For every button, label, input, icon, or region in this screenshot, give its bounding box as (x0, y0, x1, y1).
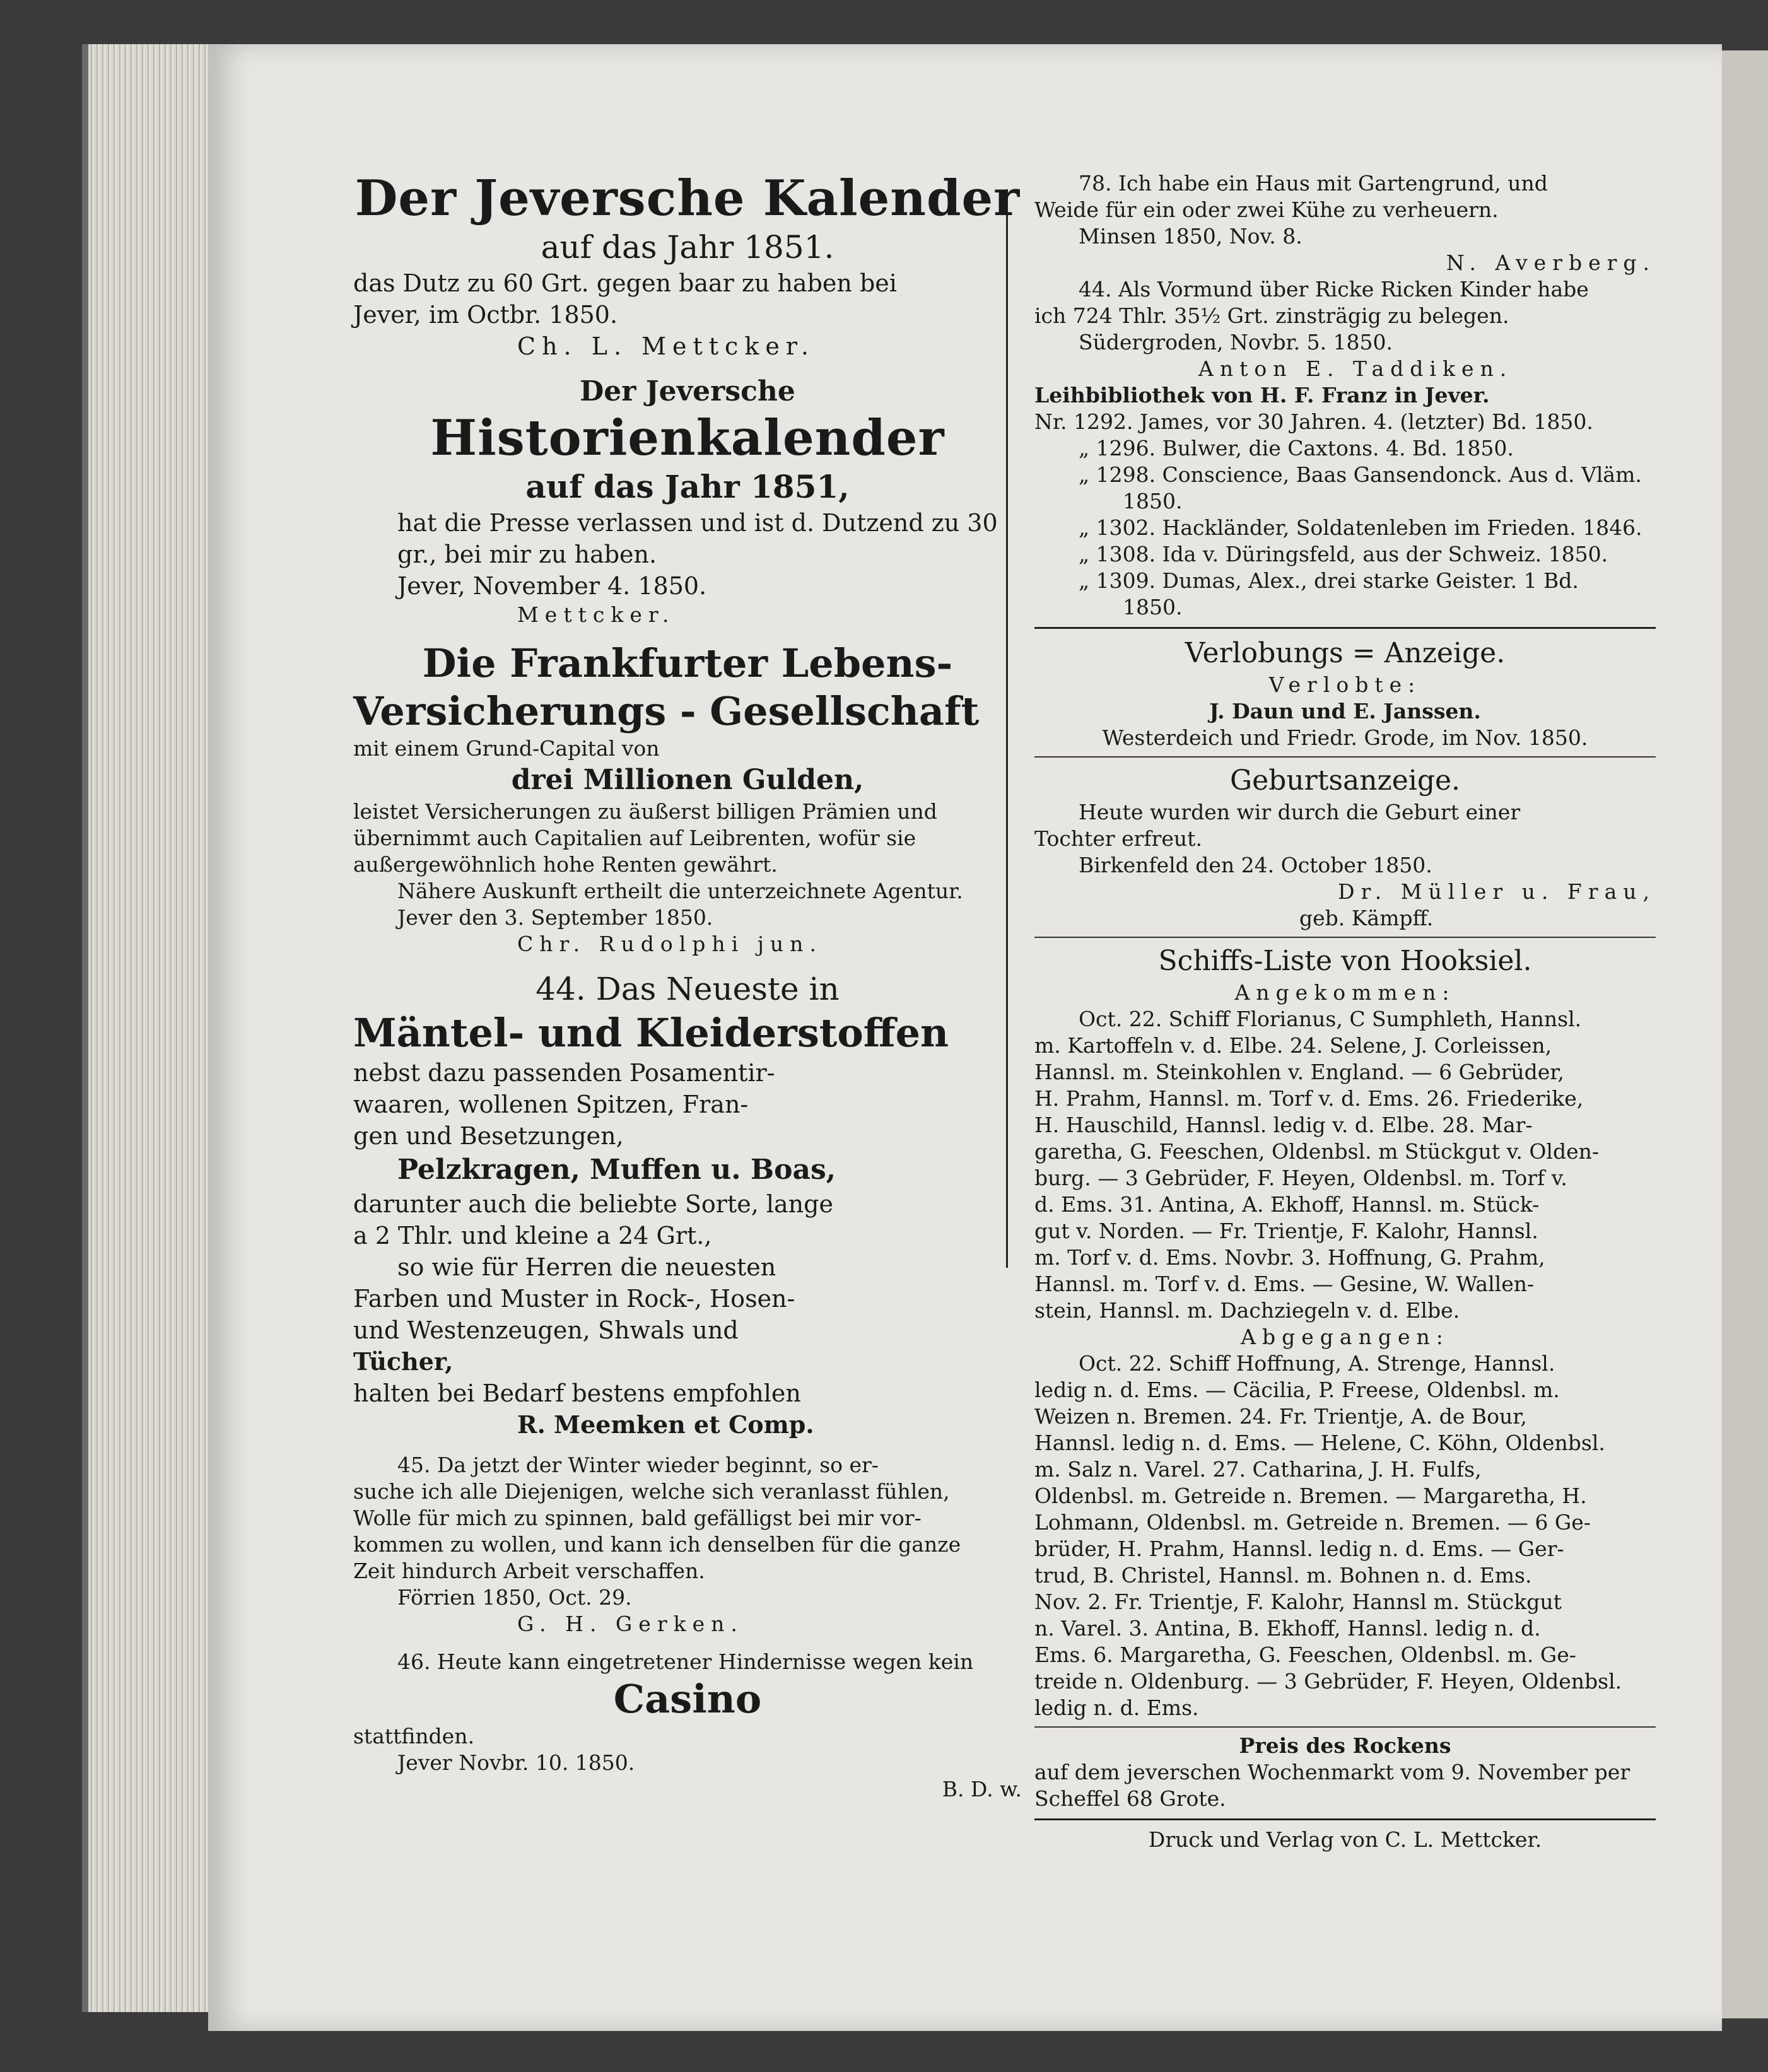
kalender-text-1: das Dutz zu 60 Grt. gegen baar zu haben bei (353, 269, 897, 297)
neueste-line-4: Pelzkragen, Muffen u. Boas, (397, 1154, 836, 1186)
frankfurter-text-4: Nähere Auskunft ertheilt die unterzeichnete Agentur. (397, 879, 963, 903)
geburt-line-2: Tochter erfreut. (1034, 826, 1202, 851)
vormund-line-3: Südergroden, Novbr. 5. 1850. (1079, 330, 1393, 354)
schiffs-abg-line-2: ledig n. d. Ems. — Cäcilia, P. Freese, Oldenbsl. m. (1034, 1378, 1560, 1402)
schiffs-abgegangen: Abgegangen: (1241, 1325, 1449, 1349)
historien-signature: Mettcker. (517, 602, 676, 627)
section-rule (1034, 1818, 1656, 1820)
casino-signature: B. D. w. (942, 1777, 1022, 1801)
section-rule (1034, 1726, 1656, 1728)
neueste-line-10: Tücher, (353, 1347, 454, 1376)
preis-title: Preis des Rockens (1239, 1733, 1451, 1758)
winter-line-1: 45. Da jetzt der Winter wieder beginnt, so er- (397, 1453, 879, 1477)
kalender-signature: Ch. L. Mettcker. (517, 332, 815, 360)
schiffs-abg-line-10: Nov. 2. Fr. Trientje, F. Kalohr, Hannsl m. Stückgut (1034, 1589, 1562, 1614)
schiffs-ank-line-1: Oct. 22. Schiff Florianus, C Sumphleth, Hannsl. (1079, 1007, 1582, 1031)
schiffs-ank-line-11: Hannsl. m. Torf v. d. Ems. — Gesine, W. Wallen- (1034, 1272, 1535, 1296)
neueste-line-2: waaren, wollenen Spitzen, Fran- (353, 1091, 749, 1118)
schiffs-ank-line-10: m. Torf v. d. Ems. Novbr. 3. Hoffnung, G. Prahm, (1034, 1245, 1545, 1270)
casino-ad (353, 1649, 1022, 1803)
winter-signature: G. H. Gerken. (517, 1612, 744, 1636)
kalender-title: Der Jeversche Kalender (354, 170, 1021, 227)
verlobung-sub: Verlobte: (1268, 672, 1422, 697)
schiffs-ank-line-6: garetha, G. Feeschen, Oldenbsl. m Stückgut v. Olden- (1034, 1139, 1600, 1164)
verlobung-names: J. Daun und E. Janssen. (1209, 699, 1481, 723)
geburt-line-3: Birkenfeld den 24. October 1850. (1079, 853, 1432, 877)
frankfurter-amount: drei Millionen Gulden, (511, 764, 864, 796)
schiffs-abg-line-7: Lohmann, Oldenbsl. m. Getreide n. Bremen. — 6 Ge- (1034, 1510, 1591, 1535)
historien-text-2: gr., bei mir zu haben. (397, 541, 657, 568)
schiffs-abg-line-11: n. Varel. 3. Antina, B. Ekhoff, Hannsl. ledig n. d. (1034, 1616, 1541, 1641)
frankfurter-text-3: außergewöhnlich hohe Renten gewährt. (353, 852, 778, 877)
neueste-line-9: und Westenzeugen, Shwals und (353, 1316, 739, 1344)
schiffs-liste (1034, 943, 1656, 1721)
leihbibliothek (1034, 382, 1656, 621)
historien-title: Historienkalender (430, 409, 945, 467)
schiffs-abg-line-13: treide n. Oldenburg. — 3 Gebrüder, F. Heyen, Oldenbsl. (1034, 1669, 1622, 1694)
historien-text-1: hat die Presse verlassen und ist d. Dutzend zu 30 (397, 509, 998, 537)
schiffs-ank-line-3: Hannsl. m. Steinkohlen v. England. — 6 Gebrüder, (1034, 1060, 1564, 1084)
verlobung-ad (1034, 635, 1656, 751)
schiffs-ank-line-9: gut v. Norden. — Fr. Trientje, F. Kalohr, Hannsl. (1034, 1219, 1538, 1243)
neueste-line-8: Farben und Muster in Rock-, Hosen- (353, 1285, 795, 1313)
preis-line-2: Scheffel 68 Grote. (1034, 1786, 1226, 1811)
schiffs-abg-line-6: Oldenbsl. m. Getreide n. Bremen. — Margaretha, H. (1034, 1484, 1587, 1508)
frankfurter-title-2: Versicherungs - Gesellschaft (353, 688, 980, 734)
section-rule (1034, 937, 1656, 938)
vormund-line-2: ich 724 Thlr. 35½ Grt. zinsträgig zu belegen. (1034, 303, 1509, 328)
kalender-text-2: Jever, im Octbr. 1850. (353, 301, 618, 329)
historien-pre: Der Jeversche (580, 375, 795, 407)
haus-line-2: Weide für ein oder zwei Kühe zu verheuern. (1034, 197, 1499, 222)
kalender-ad (353, 170, 1022, 362)
vormund-ad (1034, 276, 1656, 382)
kalender-subtitle: auf das Jahr 1851. (541, 229, 834, 266)
haus-ad (1034, 170, 1656, 276)
leihbibliothek-item-4: 1850. (1123, 489, 1183, 513)
winter-line-6: Förrien 1850, Oct. 29. (397, 1585, 632, 1610)
neueste-line-1: nebst dazu passenden Posamentir- (353, 1059, 775, 1087)
winter-line-4: kommen zu wollen, und kann ich denselben für die ganze (353, 1532, 961, 1557)
frankfurter-ad (353, 640, 1022, 957)
casino-line-1: 46. Heute kann eingetretener Hindernisse wegen kein (397, 1649, 974, 1674)
leihbibliothek-item-5: „ 1302. Hackländer, Soldatenleben im Frieden. 1846. (1079, 515, 1642, 540)
verlobung-title: Verlobungs = Anzeige. (1185, 637, 1506, 669)
neueste-num: 44. Das Neueste in (536, 971, 840, 1007)
schiffs-ank-line-2: m. Kartoffeln v. d. Elbe. 24. Selene, J. Corleissen, (1034, 1033, 1552, 1058)
casino-title: Casino (613, 1676, 762, 1722)
schiffs-ank-line-12: stein, Hannsl. m. Dachziegeln v. d. Elbe. (1034, 1298, 1460, 1323)
neueste-signature: R. Meemken et Comp. (517, 1410, 814, 1439)
schiffs-ank-line-8: d. Ems. 31. Antina, A. Ekhoff, Hannsl. m. Stück- (1034, 1192, 1540, 1217)
schiffs-abg-line-8: brüder, H. Prahm, Hannsl. ledig n. d. Ems. — Ger- (1034, 1536, 1564, 1561)
vormund-signature: Anton E. Taddiken. (1198, 356, 1513, 381)
schiffs-title: Schiffs-Liste von Hooksiel. (1158, 945, 1532, 977)
schiffs-abg-line-1: Oct. 22. Schiff Hoffnung, A. Strenge, Hannsl. (1079, 1351, 1555, 1376)
schiffs-abg-line-9: trud, B. Christel, Hannsl. m. Bohnen n. d. Ems. (1034, 1563, 1532, 1588)
leihbibliothek-heading: Leihbibliothek von H. F. Franz in Jever. (1034, 383, 1490, 407)
historien-ad (353, 373, 1022, 628)
left-column (353, 170, 1022, 1803)
neueste-line-5: darunter auch die beliebte Sorte, lange (353, 1190, 833, 1218)
haus-line-3: Minsen 1850, Nov. 8. (1079, 224, 1303, 249)
historien-subtitle: auf das Jahr 1851, (525, 468, 850, 505)
frankfurter-text-2: übernimmt auch Capitalien auf Leibrenten, wofür sie (353, 826, 916, 850)
frankfurter-text-intro: mit einem Grund-Capital von (353, 736, 660, 761)
casino-line-2: stattfinden. (353, 1724, 475, 1748)
frankfurter-title-1: Die Frankfurter Lebens- (422, 640, 953, 686)
leihbibliothek-item-8: 1850. (1123, 595, 1183, 619)
haus-line-1: 78. Ich habe ein Haus mit Gartengrund, und (1079, 171, 1548, 196)
geburt-line-1: Heute wurden wir durch die Geburt einer (1079, 800, 1521, 824)
section-rule (1034, 627, 1656, 629)
leihbibliothek-item-3: „ 1298. Conscience, Baas Gansendonck. Aus d. Vläm. (1079, 462, 1642, 487)
leihbibliothek-item-1: Nr. 1292. James, vor 30 Jahren. 4. (letzter) Bd. 1850. (1034, 409, 1593, 434)
frankfurter-text-1: leistet Versicherungen zu äußerst billigen Prämien und (353, 799, 937, 824)
neueste-title: Mäntel- und Kleiderstoffen (353, 1010, 949, 1056)
right-column (1034, 170, 1656, 1853)
neueste-line-3: gen und Besetzungen, (353, 1122, 624, 1150)
preis-ad (1034, 1733, 1656, 1812)
schiffs-ank-line-5: H. Hauschild, Hannsl. ledig v. d. Elbe. 28. Mar- (1034, 1113, 1533, 1137)
schiffs-abg-line-4: Hannsl. ledig n. d. Ems. — Helene, C. Köhn, Oldenbsl. (1034, 1431, 1605, 1455)
neueste-ad (353, 969, 1022, 1441)
verlobung-place: Westerdeich und Friedr. Grode, im Nov. 1850. (1102, 725, 1588, 750)
preis-line-1: auf dem jeverschen Wochenmarkt vom 9. November per (1034, 1760, 1630, 1784)
geburt-ad (1034, 763, 1656, 932)
neueste-line-11: halten bei Bedarf bestens empfohlen (353, 1379, 801, 1407)
schiffs-abg-line-3: Weizen n. Bremen. 24. Fr. Trientje, A. de Bour, (1034, 1404, 1527, 1429)
schiffs-ank-line-7: burg. — 3 Gebrüder, F. Heyen, Oldenbsl. m. Torf v. (1034, 1166, 1567, 1190)
schiffs-ank-line-4: H. Prahm, Hannsl. m. Torf v. d. Ems. 26. Friederike, (1034, 1086, 1584, 1111)
schiffs-abg-line-12: Ems. 6. Margaretha, G. Feeschen, Oldenbsl. m. Ge- (1034, 1642, 1576, 1667)
winter-line-3: Wolle für mich zu spinnen, bald gefälligst bei mir vor- (353, 1506, 922, 1530)
geburt-title: Geburtsanzeige. (1229, 764, 1461, 797)
geburt-signature-1: Dr. Müller u. Frau, (1338, 879, 1656, 904)
winter-line-2: suche ich alle Diejenigen, welche sich veranlasst fühlen, (353, 1479, 950, 1504)
schiffs-abg-line-14: ledig n. d. Ems. (1034, 1695, 1199, 1720)
leihbibliothek-item-2: „ 1296. Bulwer, die Caxtons. 4. Bd. 1850. (1079, 436, 1514, 460)
neueste-line-7: so wie für Herren die neuesten (397, 1253, 776, 1281)
geburt-signature-2: geb. Kämpff. (1299, 906, 1434, 930)
facing-page-edge (1722, 50, 1768, 2018)
casino-date: Jever Novbr. 10. 1850. (397, 1750, 635, 1775)
schiffs-abg-line-5: m. Salz n. Varel. 27. Catharina, J. H. Fulfs, (1034, 1457, 1482, 1482)
winter-line-5: Zeit hindurch Arbeit verschaffen. (353, 1559, 705, 1583)
winter-ad (353, 1452, 1022, 1637)
frankfurter-text-5: Jever den 3. September 1850. (397, 905, 713, 930)
frankfurter-signature: Chr. Rudolphi jun. (517, 932, 823, 956)
imprint: Druck und Verlag von C. L. Mettcker. (1148, 1827, 1542, 1852)
section-rule (1034, 756, 1656, 758)
leihbibliothek-item-7: „ 1309. Dumas, Alex., drei starke Geister. 1 Bd. (1079, 568, 1579, 593)
vormund-line-1: 44. Als Vormund über Ricke Ricken Kinder habe (1079, 277, 1589, 301)
neueste-line-6: a 2 Thlr. und kleine a 24 Grt., (353, 1222, 712, 1250)
schiffs-angekommen: Angekommen: (1234, 980, 1456, 1005)
haus-signature: N. Averberg. (1446, 250, 1656, 275)
leihbibliothek-item-6: „ 1308. Ida v. Düringsfeld, aus der Schweiz. 1850. (1079, 542, 1608, 566)
historien-text-3: Jever, November 4. 1850. (397, 572, 707, 600)
